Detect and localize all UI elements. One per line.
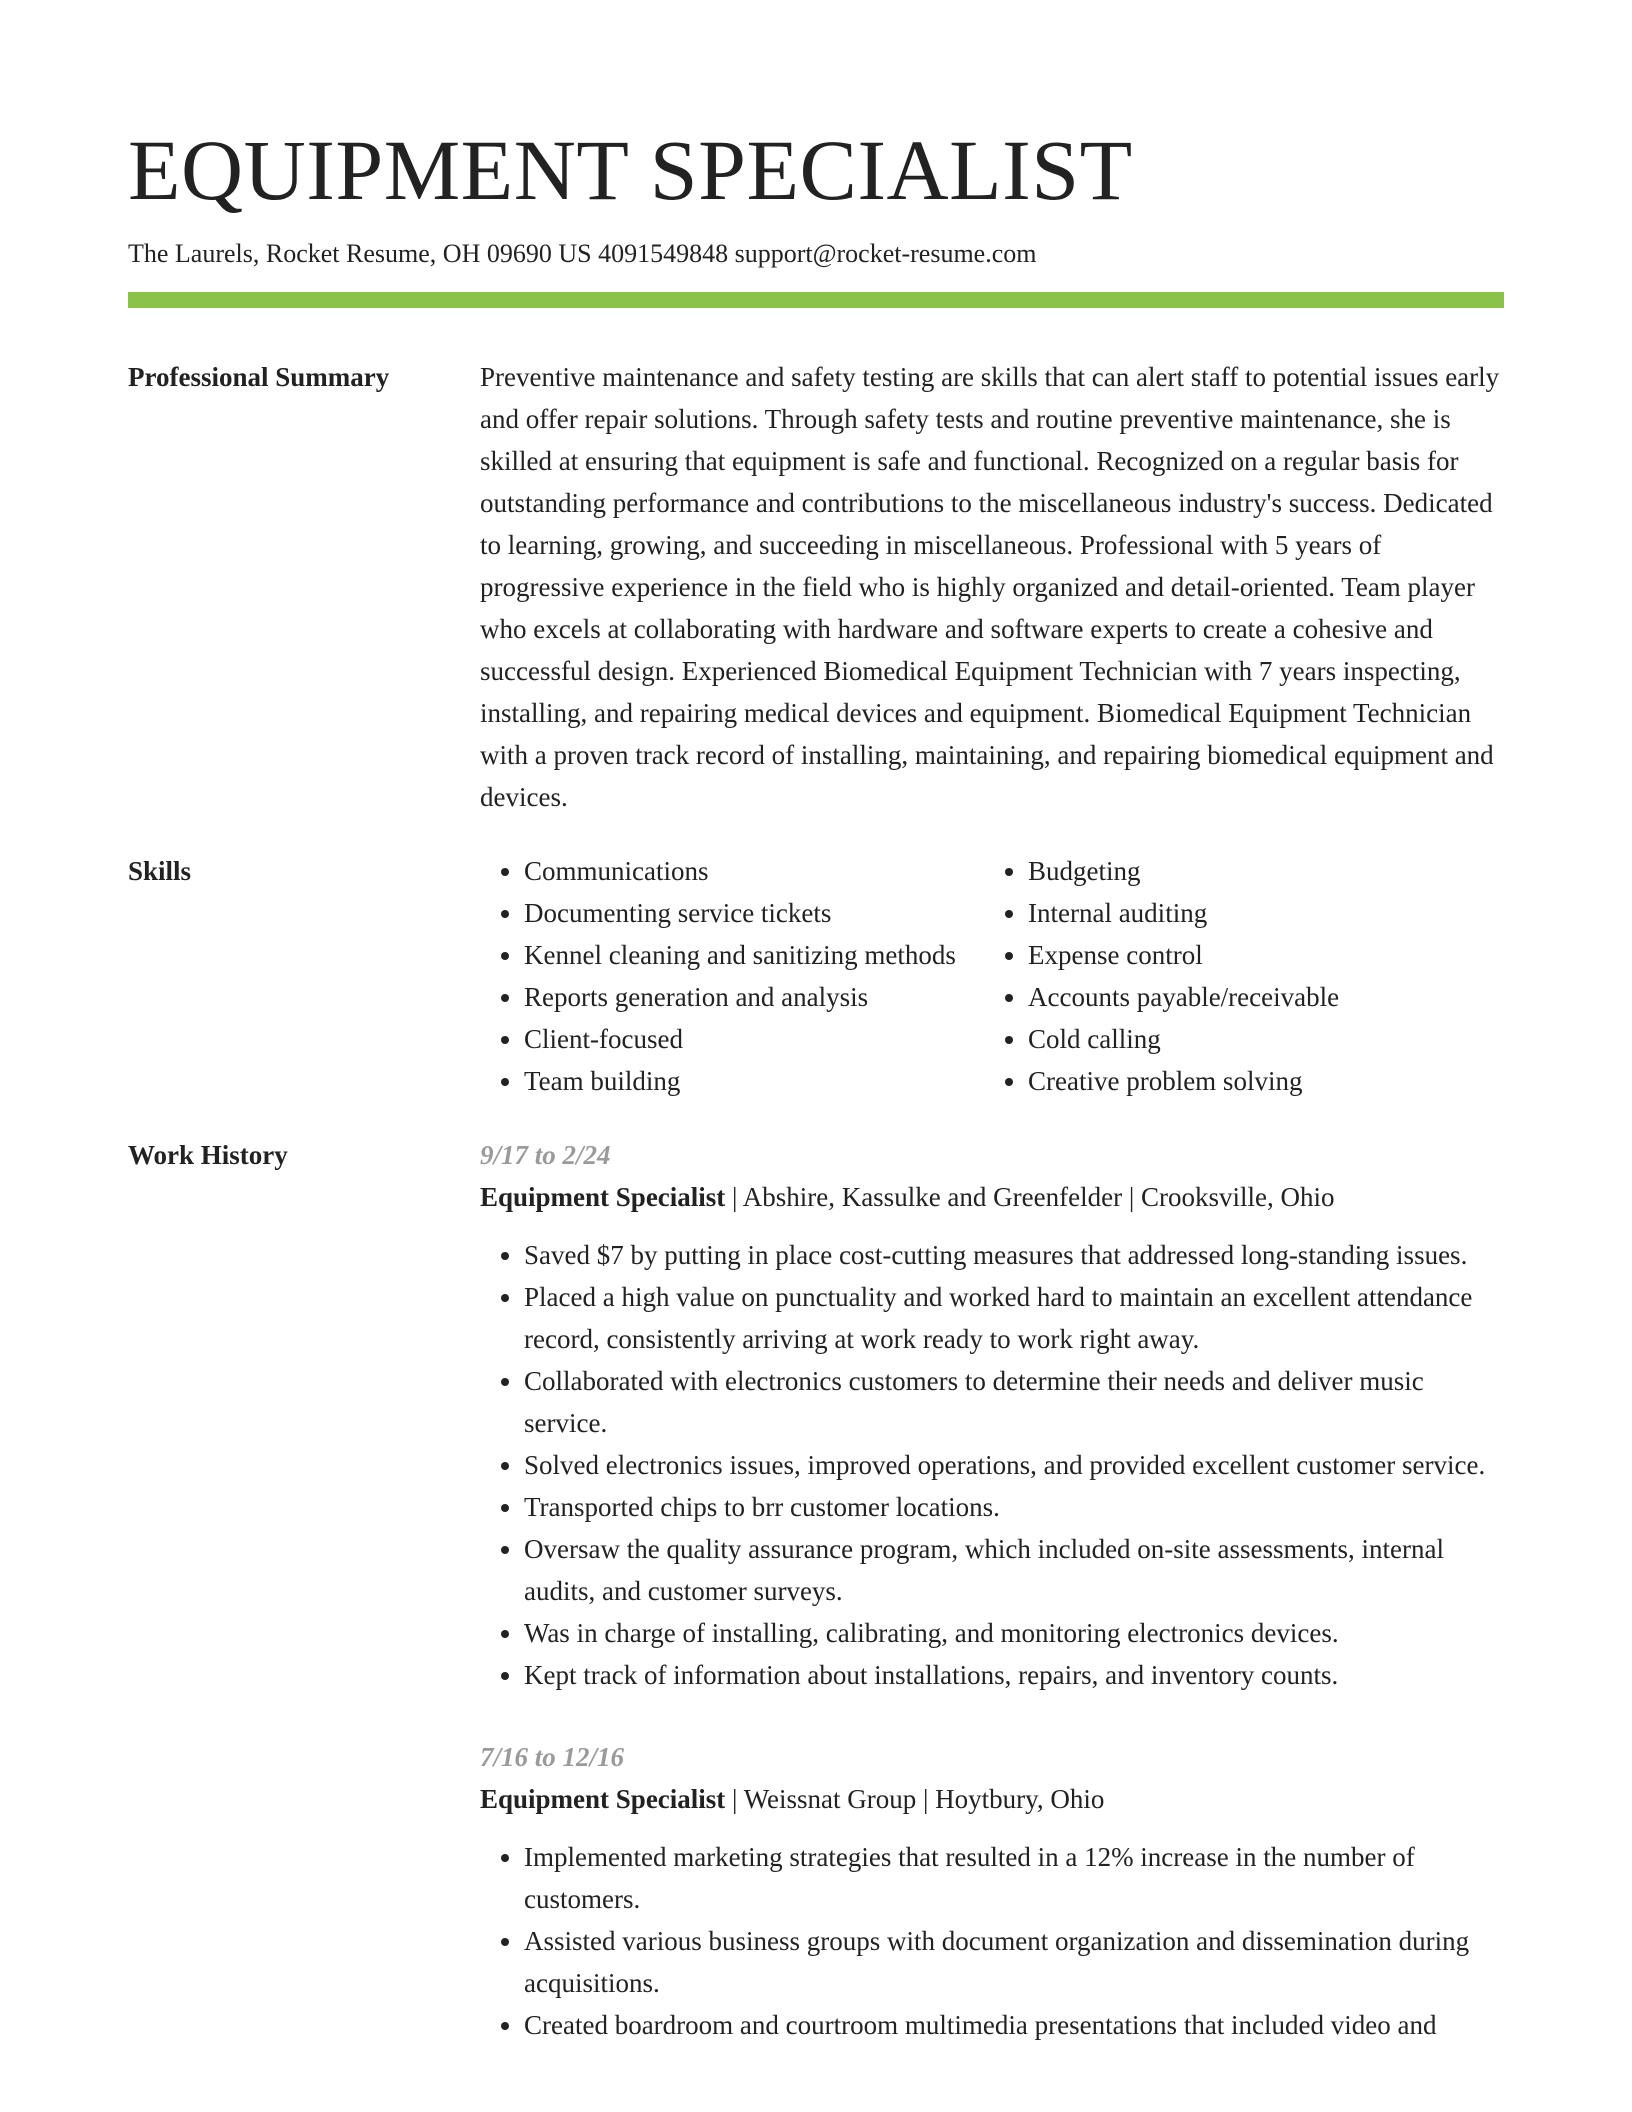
summary-body — [480, 356, 1504, 818]
job-title: Equipment Specialist — [480, 1182, 726, 1212]
job-title: Equipment Specialist — [480, 1784, 726, 1814]
work-history-body — [480, 1134, 1504, 2086]
skills-section — [128, 850, 1504, 1102]
job-bullet: • Solved electronics issues, improved operations, and provided excellent customer service. — [524, 1444, 1504, 1486]
resume-page — [128, 0, 1504, 2086]
contact-line: The Laurels, Rocket Resume, OH 09690 US 4091549848 support@rocket-resume.com — [128, 239, 1037, 268]
job-bullet: • Implemented marketing strategies that resulted in a 12% increase in the number of customers. — [524, 1836, 1504, 1920]
job-entry — [480, 1134, 1504, 1696]
skill-item: • Reports generation and analysis — [524, 976, 984, 1018]
summary-text: Preventive maintenance and safety testing are skills that can alert staff to potential issues early and offer repair solutions. Through safety tests and routine preventive maintenance, she is skilled at ensuring that equipment is safe and functional. Recognized on a regular basis for outstanding performance and contributions to the miscellaneous industry's success. Dedicated to learning, growing, and succeeding in miscellaneous. Professional with 5 years of progressive experience in the field who is highly organized and detail-oriented. Team player who excels at collaborating with hardware and software experts to create a cohesive and successful design. Experienced Biomedical Equipment Technician with 7 years inspecting, installing, and repairing medical devices and equipment. Biomedical Equipment Technician with a proven track record of installing, maintaining, and repairing biomedical equipment and devices. — [480, 362, 1500, 812]
job-bullet: • Saved $7 by putting in place cost-cutting measures that addressed long-standing issues. — [524, 1234, 1504, 1276]
job-dates: 7/16 to 12/16 — [480, 1742, 625, 1772]
job-company-location: | Weissnat Group | Hoytbury, Ohio — [725, 1784, 1105, 1814]
job-bullet-list — [480, 1234, 1504, 1696]
skill-item: • Cold calling — [1028, 1018, 1488, 1060]
job-dates: 9/17 to 2/24 — [480, 1140, 611, 1170]
skill-item: • Documenting service tickets — [524, 892, 984, 934]
skill-item: • Creative problem solving — [1028, 1060, 1488, 1102]
skill-item: • Client-focused — [524, 1018, 984, 1060]
skill-item: • Kennel cleaning and sanitizing methods — [524, 934, 984, 976]
job-title-line — [480, 1778, 1504, 1820]
resume-name: EQUIPMENT SPECIALIST — [128, 122, 1133, 218]
job-bullet: • Collaborated with electronics customers to determine their needs and deliver music service. — [524, 1360, 1504, 1444]
skills-list-right — [984, 850, 1488, 1102]
skill-item: • Internal auditing — [1028, 892, 1488, 934]
job-bullet: • Oversaw the quality assurance program, which included on-site assessments, internal audits, and customer surveys. — [524, 1528, 1504, 1612]
skills-columns — [480, 850, 1504, 1102]
section-title-work-history: Work History — [128, 1140, 288, 1170]
skill-item: • Budgeting — [1028, 850, 1488, 892]
skill-item: • Expense control — [1028, 934, 1488, 976]
job-bullet-list — [480, 1836, 1504, 2046]
job-bullet: • Assisted various business groups with document organization and dissemination during acquisitions. — [524, 1920, 1504, 2004]
accent-divider — [128, 292, 1504, 308]
job-bullet: • Placed a high value on punctuality and worked hard to maintain an excellent attendance record, consistently arriving at work ready to work right away. — [524, 1276, 1504, 1360]
job-bullet: • Kept track of information about installations, repairs, and inventory counts. — [524, 1654, 1504, 1696]
professional-summary-section — [128, 356, 1504, 818]
job-bullet: • Created boardroom and courtroom multimedia presentations that included video and — [524, 2004, 1504, 2046]
job-bullet: • Transported chips to brr customer locations. — [524, 1486, 1504, 1528]
section-title-skills: Skills — [128, 856, 192, 886]
job-bullet: • Was in charge of installing, calibrating, and monitoring electronics devices. — [524, 1612, 1504, 1654]
skill-item: • Team building — [524, 1060, 984, 1102]
skills-list-left — [480, 850, 984, 1102]
job-title-line — [480, 1176, 1504, 1218]
skill-item: • Communications — [524, 850, 984, 892]
job-company-location: | Abshire, Kassulke and Greenfelder | Crooksville, Ohio — [725, 1182, 1335, 1212]
job-entry — [480, 1736, 1504, 2046]
work-history-section — [128, 1134, 1504, 2086]
section-title-summary: Professional Summary — [128, 362, 390, 392]
skill-item: • Accounts payable/receivable — [1028, 976, 1488, 1018]
